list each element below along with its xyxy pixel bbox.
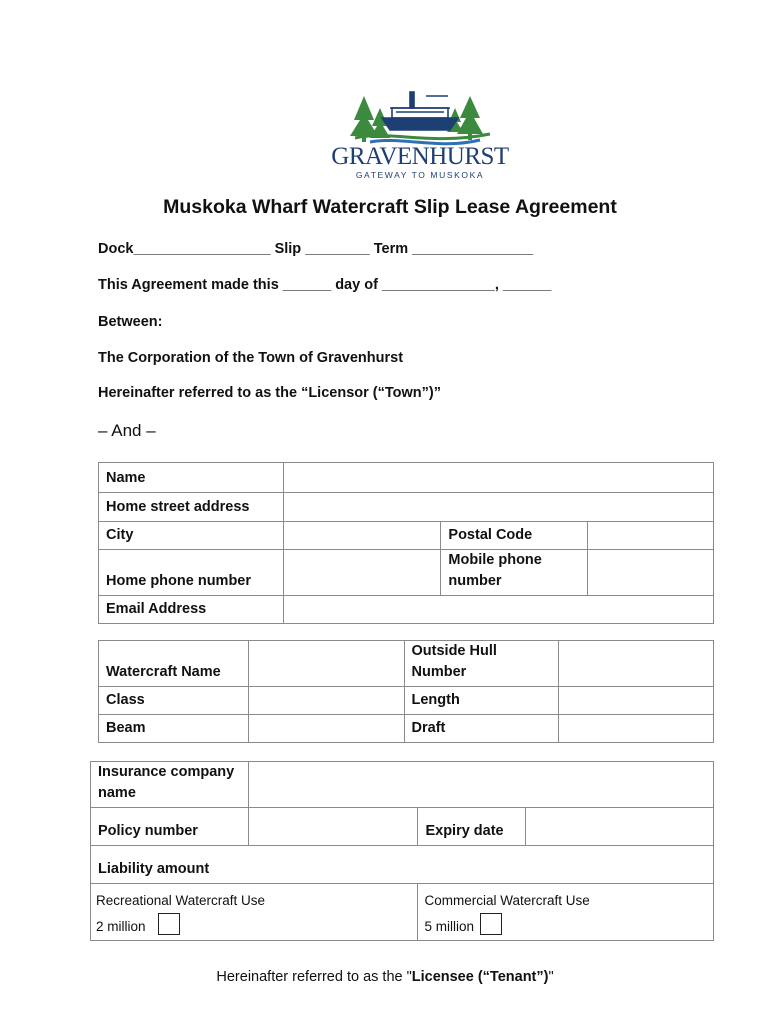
recreational-checkbox[interactable]: [158, 913, 180, 935]
footer-licensee-term: Licensee (“Tenant”): [411, 969, 549, 985]
home-address-field[interactable]: [283, 493, 713, 522]
footer-prefix: Hereinafter referred to as the ": [216, 969, 412, 985]
class-label: Class: [99, 687, 249, 715]
commercial-cell: [418, 884, 714, 941]
postal-code-label: Postal Code: [441, 522, 588, 550]
email-field[interactable]: [283, 596, 713, 624]
watercraft-name-label: Watercraft Name: [99, 641, 249, 687]
corporation-line: The Corporation of the Town of Gravenhurst: [98, 350, 404, 366]
expiry-date-label: Expiry date: [418, 808, 526, 846]
hull-number-field[interactable]: [559, 641, 714, 687]
recreational-cell: [91, 884, 418, 941]
email-label: Email Address: [99, 596, 284, 624]
dock-slip-term-line: Dock_________________ Slip ________ Term _______________: [98, 241, 534, 257]
between-label: Between:: [98, 314, 163, 330]
hull-number-label: Outside Hull Number: [404, 641, 559, 687]
home-phone-label: Home phone number: [99, 550, 284, 596]
policy-number-field[interactable]: [248, 808, 418, 846]
and-separator: – And –: [98, 421, 156, 440]
postal-code-field[interactable]: [588, 522, 714, 550]
length-label: Length: [404, 687, 559, 715]
class-field[interactable]: [248, 687, 404, 715]
tenant-info-table: [98, 462, 714, 624]
document-title: Muskoka Wharf Watercraft Slip Lease Agreement: [163, 196, 617, 218]
length-field[interactable]: [559, 687, 714, 715]
name-label: Name: [99, 463, 284, 493]
insurance-company-label: Insurance company name: [91, 762, 249, 808]
mobile-phone-field[interactable]: [588, 550, 714, 596]
home-phone-field[interactable]: [283, 550, 441, 596]
agreement-date-line: This Agreement made this ______ day of ______________, ______: [98, 277, 552, 293]
footer-suffix: ": [548, 969, 554, 985]
commercial-use-label: Commercial Watercraft Use: [424, 893, 590, 908]
draft-label: Draft: [404, 715, 559, 743]
tree-icon: [457, 96, 483, 140]
licensee-footer-line: [0, 969, 770, 985]
name-field[interactable]: [283, 463, 713, 493]
home-address-label: Home street address: [99, 493, 284, 522]
logo-tagline: GATEWAY TO MUSKOKA: [355, 170, 485, 180]
liability-amount-label: Liability amount: [91, 846, 714, 884]
city-label: City: [99, 522, 284, 550]
beam-label: Beam: [99, 715, 249, 743]
steamship-icon: [382, 92, 458, 130]
draft-field[interactable]: [559, 715, 714, 743]
recreational-use-label: Recreational Watercraft Use: [96, 893, 266, 908]
logo-wordmark: GRAVENHURST: [331, 143, 509, 170]
city-field[interactable]: [283, 522, 441, 550]
commercial-checkbox[interactable]: [480, 913, 502, 935]
watercraft-name-field[interactable]: [248, 641, 404, 687]
commercial-amount: 5 million: [424, 919, 474, 934]
mobile-phone-label: Mobile phone number: [441, 550, 588, 596]
policy-number-label: Policy number: [91, 808, 249, 846]
recreational-amount: 2 million: [96, 919, 146, 934]
licensor-line: Hereinafter referred to as the “Licensor (“Town”)”: [98, 385, 441, 401]
insurance-table: [90, 761, 714, 941]
insurance-company-field[interactable]: [248, 762, 713, 808]
watercraft-table: [98, 640, 714, 743]
expiry-date-field[interactable]: [526, 808, 714, 846]
beam-field[interactable]: [248, 715, 404, 743]
